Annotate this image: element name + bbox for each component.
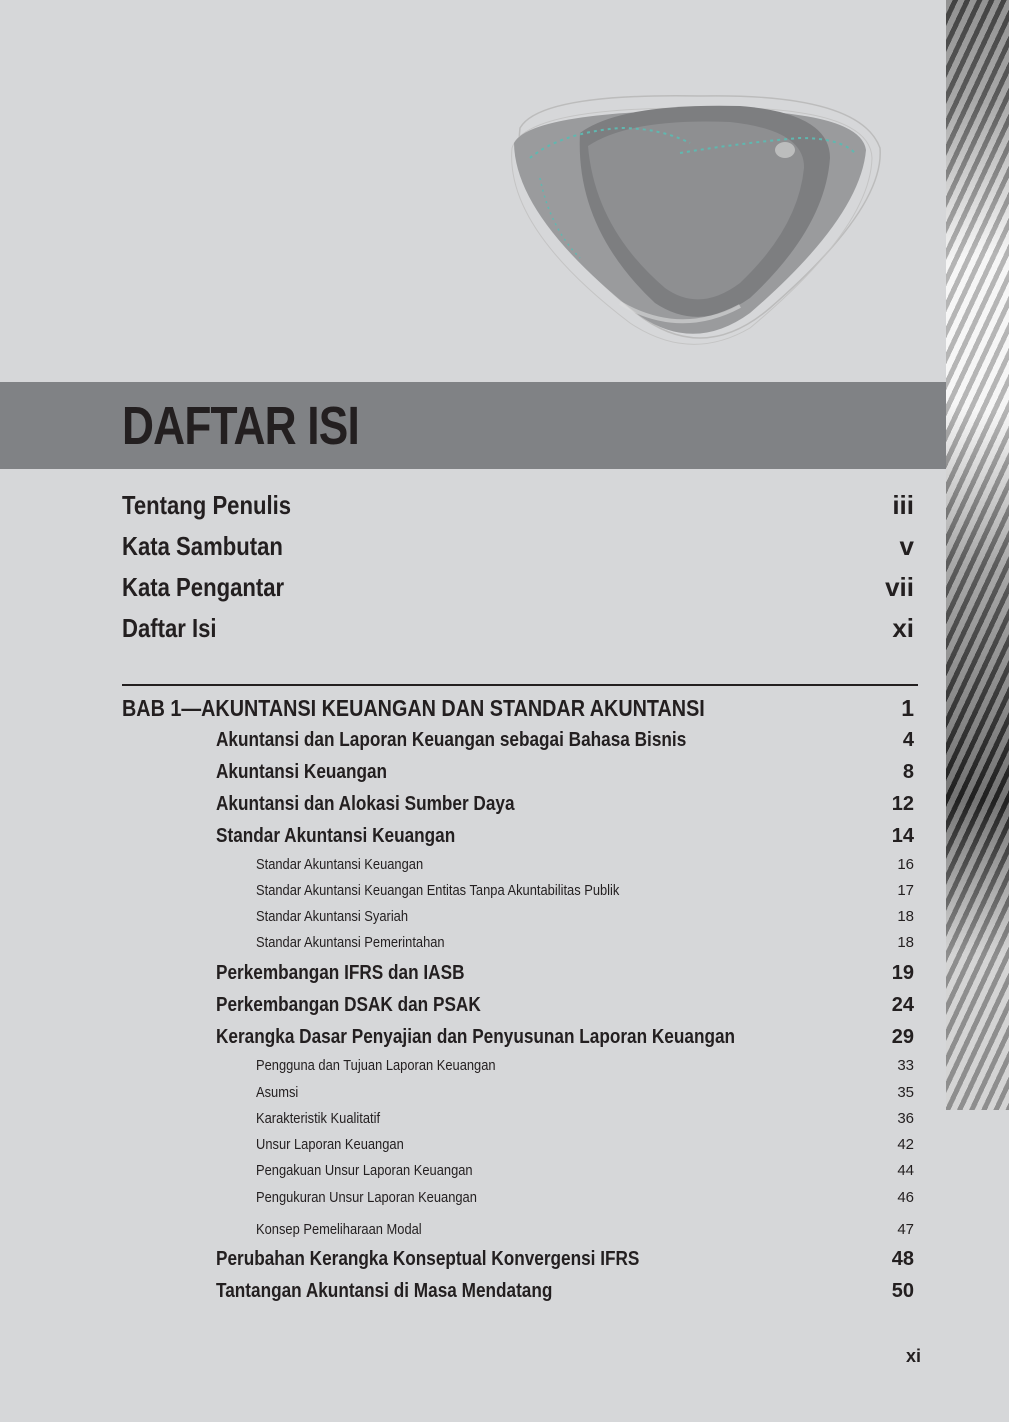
- toc-section-page: 24: [891, 994, 914, 1016]
- toc-entry-label: Daftar Isi: [122, 613, 217, 643]
- toc-subsection-label: Standar Akuntansi Pemerintahan: [256, 934, 445, 951]
- toc-section-page: 19: [891, 962, 914, 984]
- toc-section-label: Perkembangan DSAK dan PSAK: [216, 994, 481, 1016]
- toc-chapter-label: BAB 1—AKUNTANSI KEUANGAN DAN STANDAR AKUNTANSI: [122, 695, 705, 721]
- toc-subsection-label: Asumsi: [256, 1084, 299, 1101]
- toc-section-page: 29: [891, 1026, 914, 1048]
- toc-chapter-page: 1: [901, 695, 914, 721]
- toc-subsection[interactable]: [256, 1162, 914, 1179]
- toc-section-page: 8: [902, 761, 914, 783]
- toc-subsection-page: 36: [897, 1110, 914, 1127]
- chapter-divider: [122, 684, 918, 686]
- toc-section-page: 4: [902, 729, 914, 751]
- toc-section-label: Perkembangan IFRS dan IASB: [216, 962, 465, 984]
- toc-section-page: 48: [891, 1248, 914, 1270]
- toc-section[interactable]: [216, 729, 914, 752]
- toc-subsection[interactable]: [256, 1084, 914, 1101]
- toc-entry-page: vii: [885, 572, 914, 602]
- toc-subsection-page: 46: [897, 1189, 914, 1206]
- toc-subsection-label: Unsur Laporan Keuangan: [256, 1136, 404, 1153]
- toc-subsection-label: Standar Akuntansi Keuangan Entitas Tanpa Akuntabilitas Publik: [256, 882, 620, 899]
- toc-subsection-page: 18: [897, 908, 914, 925]
- toc-subsection-page: 18: [897, 934, 914, 951]
- toc-subsection-page: 44: [897, 1162, 914, 1179]
- toc-section[interactable]: [216, 1280, 914, 1303]
- toc-subsection[interactable]: [256, 1189, 914, 1206]
- toc-subsection-label: Standar Akuntansi Syariah: [256, 908, 409, 925]
- toc-entry-page: iii: [892, 490, 914, 520]
- toc-section[interactable]: [216, 962, 914, 985]
- toc-entry-label: Tentang Penulis: [122, 490, 292, 520]
- side-decorative-photo: [946, 0, 1009, 1110]
- toc-entry-page: xi: [892, 613, 914, 643]
- page-title: DAFTAR ISI: [122, 396, 359, 456]
- toc-subsection[interactable]: [256, 882, 914, 899]
- toc-section-label: Kerangka Dasar Penyajian dan Penyusunan Laporan Keuangan: [216, 1026, 736, 1048]
- toc-subsection-label: Konsep Pemeliharaan Modal: [256, 1221, 422, 1238]
- toc-subsection-page: 17: [897, 882, 914, 899]
- toc-entry-daftar-isi[interactable]: [122, 613, 914, 644]
- page-number: xi: [905, 1346, 921, 1366]
- toc-subsection-label: Pengakuan Unsur Laporan Keuangan: [256, 1162, 473, 1179]
- toc-section-label: Standar Akuntansi Keuangan: [216, 825, 456, 847]
- toc-entry-label: Kata Pengantar: [122, 572, 285, 602]
- toc-entry-label: Kata Sambutan: [122, 531, 283, 561]
- toc-subsection-label: Karakteristik Kualitatif: [256, 1110, 381, 1127]
- toc-section[interactable]: [216, 793, 914, 816]
- toc-section-page: 14: [891, 825, 914, 847]
- toc-section[interactable]: [216, 825, 914, 848]
- toc-subsection-label: Standar Akuntansi Keuangan: [256, 856, 424, 873]
- toc-subsection[interactable]: [256, 856, 914, 873]
- toc-subsection-label: Pengguna dan Tujuan Laporan Keuangan: [256, 1057, 496, 1074]
- toc-section-page: 50: [891, 1280, 914, 1302]
- toc-entry-page: v: [899, 531, 914, 561]
- toc-section-label: Akuntansi Keuangan: [216, 761, 388, 783]
- toc-subsection-page: 47: [897, 1221, 914, 1238]
- toc-subsection[interactable]: [256, 934, 914, 951]
- toc-subsection[interactable]: [256, 1221, 914, 1238]
- toc-entry-kata-pengantar[interactable]: [122, 572, 914, 603]
- toc-subsection[interactable]: [256, 1057, 914, 1074]
- toc-subsection-label: Pengukuran Unsur Laporan Keuangan: [256, 1189, 477, 1206]
- toc-entry-kata-sambutan[interactable]: [122, 531, 914, 562]
- toc-section-label: Perubahan Kerangka Konseptual Konvergensi IFRS: [216, 1248, 640, 1270]
- toc-chapter-1[interactable]: [122, 695, 914, 722]
- toc-section[interactable]: [216, 761, 914, 784]
- toc-subsection-page: 16: [897, 856, 914, 873]
- toc-section-label: Akuntansi dan Alokasi Sumber Daya: [216, 793, 515, 815]
- toc-subsection-page: 42: [897, 1136, 914, 1153]
- toc-subsection-page: 35: [897, 1084, 914, 1101]
- decorative-lens-illustration: [500, 88, 890, 363]
- toc-subsection[interactable]: [256, 1110, 914, 1127]
- toc-subsection-page: 33: [897, 1057, 914, 1074]
- toc-section-label: Akuntansi dan Laporan Keuangan sebagai Bahasa Bisnis: [216, 729, 687, 751]
- toc-subsection[interactable]: [256, 1136, 914, 1153]
- toc-section[interactable]: [216, 994, 914, 1017]
- toc-subsection[interactable]: [256, 908, 914, 925]
- toc-section[interactable]: [216, 1248, 914, 1271]
- toc-section-page: 12: [891, 793, 914, 815]
- toc-entry-tentang-penulis[interactable]: [122, 490, 914, 521]
- toc-section-label: Tantangan Akuntansi di Masa Mendatang: [216, 1280, 553, 1302]
- toc-section[interactable]: [216, 1026, 914, 1049]
